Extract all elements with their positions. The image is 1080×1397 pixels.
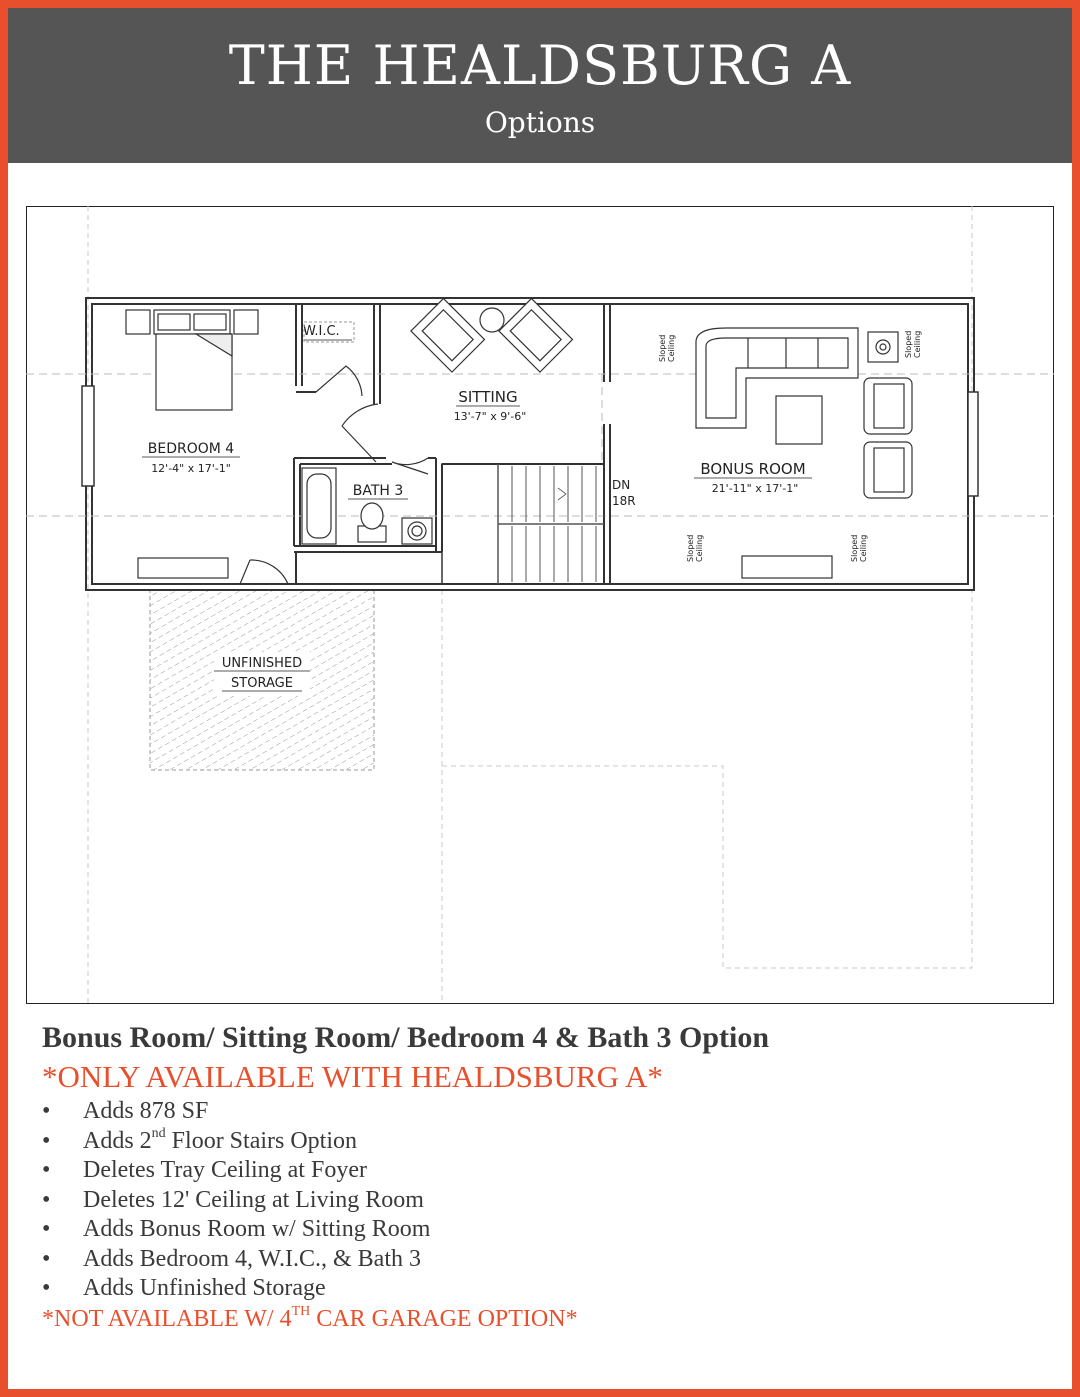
storage-label-line1: UNFINISHED (221, 656, 303, 671)
bath-name: BATH 3 (352, 483, 404, 499)
page-title: THE HEALDSBURG A (228, 34, 852, 97)
option-item: • Adds Bedroom 4, W.I.C., & Bath 3 (42, 1245, 1042, 1275)
floor-plan (26, 206, 1054, 1004)
availability-note: *ONLY AVAILABLE WITH HEALDSBURG A* (42, 1059, 663, 1094)
option-item: • Adds 878 SF (42, 1097, 1042, 1127)
sloped-note-3a: Sloped (686, 534, 695, 562)
bedroom-size: 12'-4" x 17'-1" (151, 462, 231, 475)
option-item: • Deletes Tray Ceiling at Foyer (42, 1156, 1042, 1186)
option-title: Bonus Room/ Sitting Room/ Bedroom 4 & Bath 3 Option (42, 1021, 770, 1054)
sloped-note-4b: Ceiling (859, 534, 868, 562)
sitting-furniture (411, 299, 573, 373)
option-item: • Adds Bonus Room w/ Sitting Room (42, 1215, 1042, 1245)
stair-direction-label: DN (612, 478, 631, 492)
option-item: • Deletes 12' Ceiling at Living Room (42, 1186, 1042, 1216)
storage-label-line2: STORAGE (231, 676, 293, 691)
option-item: • Adds 2nd Floor Stairs Option (42, 1127, 1042, 1157)
bonus-size: 21'-11" x 17'-1" (711, 482, 799, 495)
option-item: • Adds Unfinished Storage (42, 1274, 1042, 1304)
sitting-size: 13'-7" x 9'-6" (453, 410, 527, 423)
header-banner (8, 8, 1072, 163)
sloped-note-1a: Sloped (658, 334, 667, 362)
sitting-name: SITTING (458, 388, 518, 406)
wic-label: W.I.C. (303, 324, 340, 339)
bonus-furniture (696, 328, 912, 578)
stair-risers-label: 18R (612, 494, 636, 508)
sloped-note-3b: Ceiling (695, 534, 704, 562)
bath-fixtures (302, 468, 432, 544)
bedroom-name: BEDROOM 4 (147, 441, 235, 457)
bonus-name: BONUS ROOM (700, 460, 806, 478)
sloped-note-2b: Ceiling (913, 330, 922, 358)
option-list (42, 1097, 1042, 1304)
sloped-note-2a: Sloped (904, 330, 913, 358)
option-details (42, 1018, 1042, 1334)
sloped-note-4a: Sloped (850, 534, 859, 562)
sloped-note-1b: Ceiling (667, 334, 676, 362)
page-subtitle: Options (484, 106, 596, 139)
restriction-note: *NOT AVAILABLE W/ 4TH CAR GARAGE OPTION* (42, 1303, 578, 1332)
stairs (442, 464, 604, 584)
